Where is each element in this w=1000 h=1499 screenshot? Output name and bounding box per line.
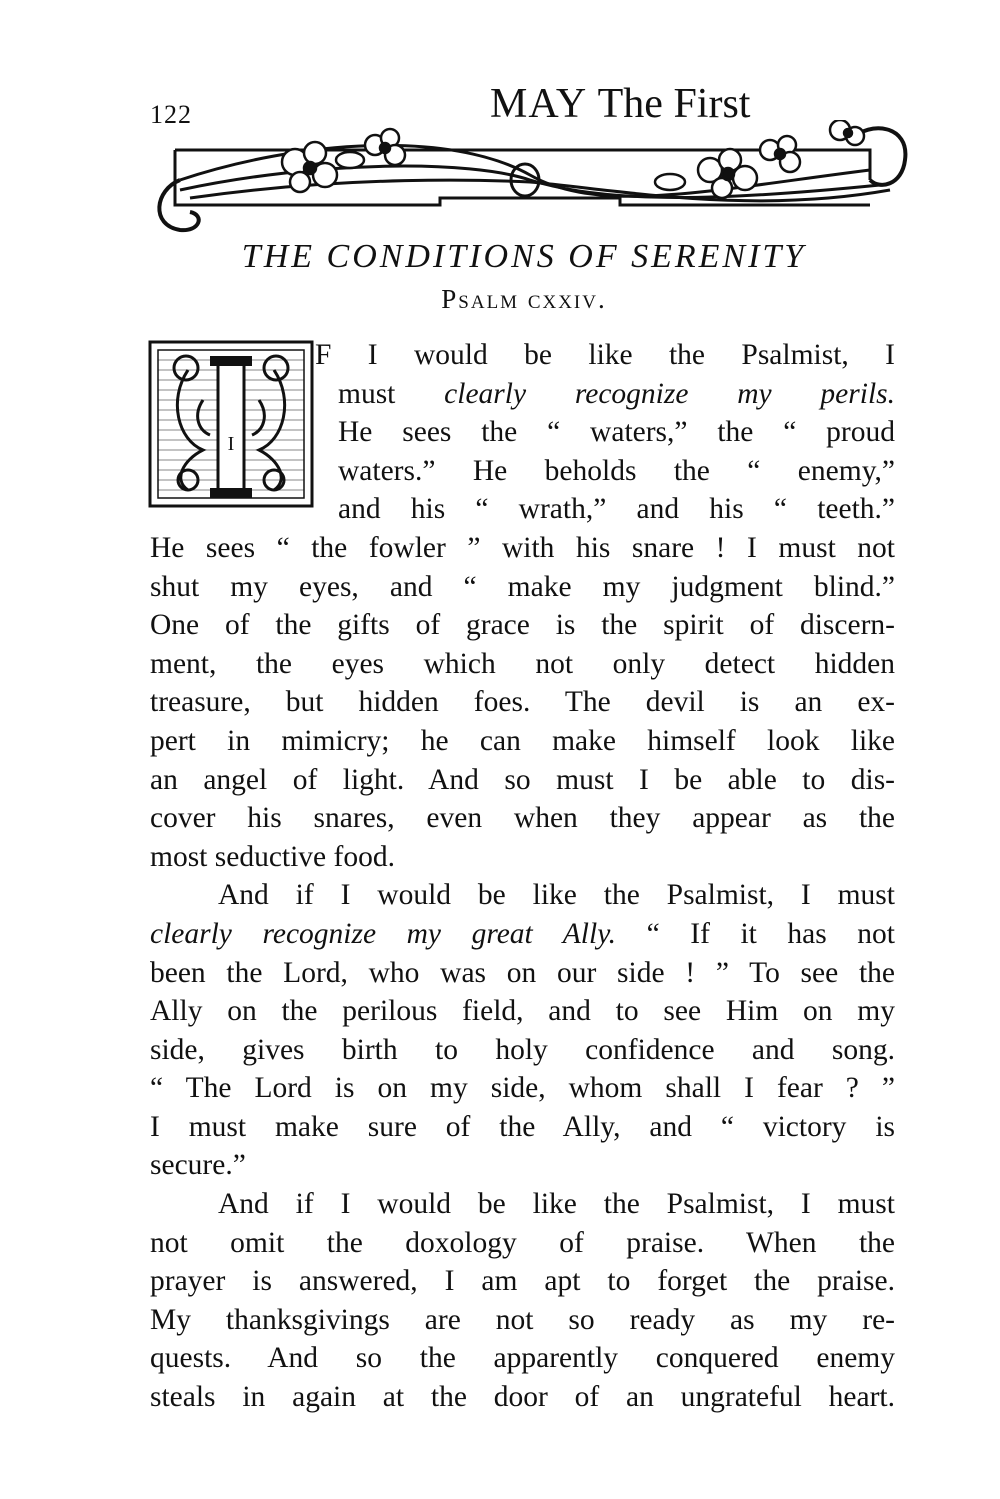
header-day: First: [673, 81, 751, 127]
emphasized-text: clearly recognize my great Ally.: [150, 917, 617, 950]
text-line: waters.” He beholds the “ enemy,”: [338, 454, 895, 487]
text-line: One of the gifts of grace is the spirit of discern-: [150, 609, 895, 642]
text-line: [150, 915, 895, 954]
text-line: secure.”: [150, 1149, 246, 1182]
page-number: 122: [150, 100, 192, 129]
body-text: [150, 336, 895, 1417]
dropcap-letter: I: [227, 433, 235, 455]
text-line: treasure, but hidden foes. The devil is an ex-: [150, 686, 895, 719]
text-line: not omit the doxology of praise. When the: [150, 1226, 895, 1259]
emphasized-text: clearly recognize my perils.: [444, 377, 896, 410]
text-segment: must: [338, 377, 445, 410]
text-line: most seductive food.: [150, 840, 395, 873]
text-line: And if I would be like the Psalmist, I must: [218, 879, 895, 912]
text-line: ment, the eyes which not only detect hidden: [150, 647, 895, 680]
text-line: “ The Lord is on my side, whom shall I fear ? ”: [150, 1072, 895, 1105]
text-line: quests. And so the apparently conquered enemy: [150, 1342, 895, 1375]
text-line: [338, 375, 895, 414]
section-title: THE CONDITIONS OF SERENITY: [241, 238, 807, 275]
header-month: MAY: [490, 81, 588, 127]
text-line: an angel of light. And so must I be able to dis-: [150, 763, 895, 796]
text-line: shut my eyes, and “ make my judgment blind.”: [150, 570, 895, 603]
text-segment: “ If it has not: [616, 917, 895, 950]
text-line: steals in again at the door of an ungrateful heart.: [150, 1381, 895, 1414]
text-line: pert in mimicry; he can make himself look like: [150, 724, 895, 757]
text-line: cover his snares, even when they appear as the: [150, 802, 895, 835]
text-line: side, gives birth to holy confidence and song.: [150, 1033, 895, 1066]
text-line: F I would be like the Psalmist, I: [315, 339, 895, 371]
text-line: and his “ wrath,” and his “ teeth.”: [338, 493, 895, 526]
text-line: Ally on the perilous field, and to see Him on my: [150, 995, 895, 1028]
text-line: He sees “ the fowler ” with his snare ! I must not: [150, 531, 895, 564]
text-line: My thanksgivings are not so ready as my re-: [150, 1303, 895, 1336]
text-line: I must make sure of the Ally, and “ victory is: [150, 1110, 895, 1143]
header-the: The: [597, 81, 663, 127]
floral-header-ornament: [150, 120, 910, 240]
text-line: been the Lord, who was on our side ! ” To see the: [150, 956, 895, 989]
section-subtitle: Psalm cxxiv.: [441, 284, 607, 314]
text-line: He sees the “ waters,” the “ proud: [338, 416, 895, 449]
text-line: And if I would be like the Psalmist, I must: [218, 1188, 895, 1221]
text-line: prayer is answered, I am apt to forget the praise.: [150, 1265, 895, 1298]
